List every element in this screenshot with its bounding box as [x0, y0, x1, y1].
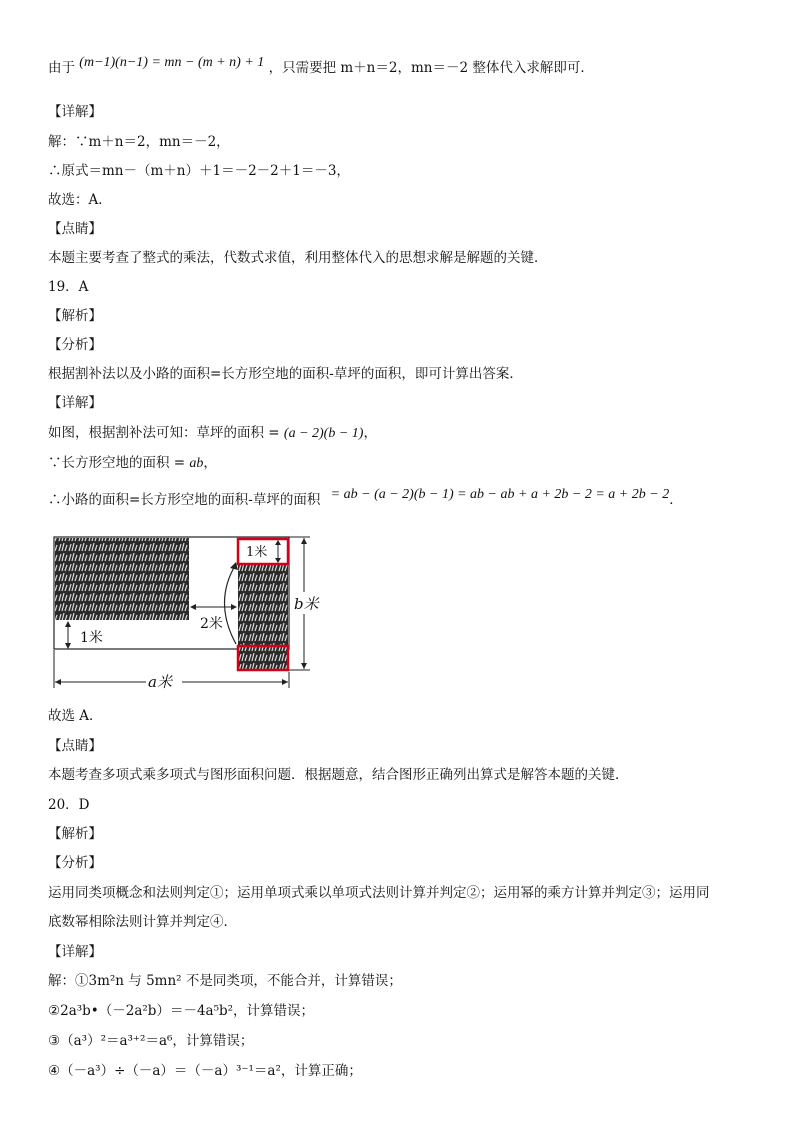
question-number: 19．A — [48, 279, 89, 295]
formula: (a − 2)(b − 1) — [283, 426, 364, 441]
formula: ab — [189, 456, 204, 471]
lawn-left — [55, 538, 189, 620]
text-line: 本题考查多项式乘多项式与图形面积问题．根据题意，结合图形正确列出算式是解答本题的关键． — [48, 767, 629, 783]
text-line: ②2a³b•（－2a²b）＝－4a⁵b²，计算错误； — [48, 1003, 315, 1019]
text-line — [48, 423, 377, 444]
text-segment: ， — [203, 455, 217, 471]
area-diagram — [48, 532, 338, 692]
section-heading: 【解析】 — [48, 826, 102, 842]
section-heading: 【分析】 — [48, 855, 102, 871]
text-segment: ，只需要把 m＋n＝2，mn＝－2 整体代入求解即可． — [268, 60, 594, 76]
highlight-bottom — [238, 646, 288, 670]
text-line: ③（a³）²＝a³⁺²＝a⁶，计算错误； — [48, 1033, 254, 1049]
question-number: 20．D — [48, 797, 90, 813]
text-segment: ． — [669, 492, 683, 508]
formula: = ab − (a − 2)(b − 1) = ab − ab + a + 2b − 2 = a + 2b − 2 — [330, 487, 670, 502]
label-1m-left: 1米 — [80, 630, 103, 646]
formula: (m−1)(n−1) = mn − (m + n) + 1 — [79, 55, 265, 70]
section-heading: 【解析】 — [48, 308, 102, 324]
section-heading: 【点睛】 — [48, 221, 102, 237]
text-line: ④（－a³）÷（－a）＝（－a）³⁻¹＝a²，计算正确； — [48, 1063, 362, 1079]
text-line: 解：∵m＋n＝2，mn＝－2， — [48, 134, 230, 150]
text-line: ∴原式＝mn－（m＋n）＋1＝－2－2＋1＝－3， — [48, 163, 350, 179]
text-segment: ， — [363, 425, 377, 441]
text-line: 解：①3m²n 与 5mn² 不是同类项，不能合并，计算错误； — [48, 973, 402, 989]
text-segment: ∴小路的面积=长方形空地的面积-草坪的面积 — [48, 492, 321, 508]
section-heading: 【详解】 — [48, 104, 102, 120]
curved-arrow — [225, 564, 237, 644]
text-line: 故选：A． — [48, 192, 112, 208]
text-line — [48, 453, 217, 474]
area-figure — [48, 532, 338, 696]
text-line: 本题主要考查了整式的乘法，代数式求值，利用整体代入的思想求解是解题的关键． — [48, 250, 548, 266]
label-b: b米 — [294, 595, 319, 613]
section-heading: 【详解】 — [48, 395, 102, 411]
label-2m: 2米 — [200, 616, 223, 632]
section-heading: 【详解】 — [48, 944, 102, 960]
text-line: 根据割补法以及小路的面积=长方形空地的面积-草坪的面积，即可计算出答案． — [48, 366, 523, 382]
label-1m-top: 1米 — [246, 545, 268, 560]
text-line: 运用同类项概念和法则判定①；运用单项式乘以单项式法则计算并判定②；运用幂的乘方计算并判定③；运用同 — [48, 885, 710, 901]
line-1 — [48, 55, 594, 79]
text-segment: 如图，根据割补法可知：草坪的面积 = — [48, 425, 284, 441]
text-line: 故选 A． — [48, 708, 103, 724]
label-a: a米 — [148, 673, 172, 691]
text-segment: ∵长方形空地的面积 = — [48, 455, 190, 471]
text-line: 底数幂相除法则计算并判定④． — [48, 914, 237, 930]
text-line — [48, 487, 683, 511]
section-heading: 【分析】 — [48, 337, 102, 353]
section-heading: 【点睛】 — [48, 738, 102, 754]
text-segment: 由于 — [48, 60, 75, 76]
